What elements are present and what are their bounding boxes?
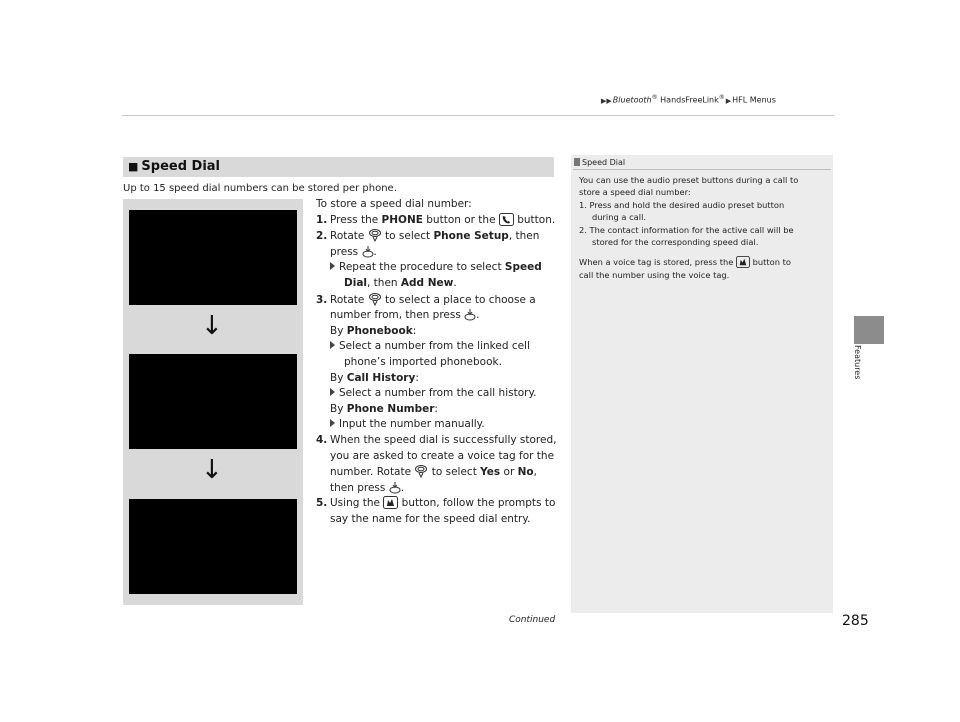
breadcrumb-hfl-menus: HFL Menus: [732, 95, 776, 105]
sidebar-body: You can use the audio preset buttons during a call to store a speed dial number: 1. Press and hold the desired audio preset button during a call. 2. The contact information for the active call will be stored for the corresponding speed dial. When a voice tag is stored, press the button to call the number using the voice tag.: [579, 175, 799, 280]
continued-label: Continued: [509, 615, 556, 625]
breadcrumb: [600, 94, 776, 105]
step-1: 1. Press the PHONE button or the button.: [316, 213, 556, 226]
enter-press-icon: [389, 481, 401, 494]
breadcrumb-arrow-icon: ▶▶: [601, 96, 612, 105]
enter-press-icon: [464, 308, 476, 321]
screen-image: [129, 499, 297, 594]
steps-intro: To store a speed dial number:: [316, 198, 472, 210]
screen-illustrations: [123, 199, 303, 605]
selector-knob-icon: [414, 464, 428, 478]
section-title: [128, 159, 220, 174]
sidebar-divider: [573, 169, 831, 170]
square-bullet-icon: ■: [128, 160, 139, 173]
down-arrow-icon: ↓: [201, 455, 223, 485]
step-4: 4. When the speed dial is successfully stored,: [316, 433, 557, 446]
screen-image: [129, 210, 297, 305]
talk-button-icon: [736, 256, 750, 268]
result-arrow-icon: [330, 388, 335, 396]
step-3: 3. Rotate to select a place to choose a: [316, 293, 536, 306]
phone-button-icon: [499, 213, 514, 226]
note-marker-icon: [574, 158, 580, 166]
talk-button-icon: [383, 496, 398, 509]
section-tab-label: Features: [853, 345, 862, 380]
registered-mark: ®: [718, 94, 725, 101]
selector-knob-icon: [368, 228, 382, 242]
breadcrumb-arrow-icon: ▶: [725, 96, 732, 105]
intro-text: Up to 15 speed dial numbers can be stored per phone.: [123, 183, 397, 194]
breadcrumb-bluetooth: Bluetooth: [612, 95, 652, 105]
steps: To store a speed dial number: 1. Press the PHONE button or the button. 2. Rotate to select Phone Setup, then press . Repeat the procedure to select Speed Dial, then Add New. 3. Rotate to select a place to choose a number from, then press . By Phonebook: Select a number from the linked cell phone’s imported phonebook. By Call History: Select a number from the call history. By Phone Number: Input the number manually. 4. When the speed dial is successfully stored, you are asked to create a voice tag for the number. Rotate to select Yes or No, then press . 5. Using the button, follow the prompts to say the name for the speed dial entry.: [316, 197, 561, 527]
result-arrow-icon: [330, 262, 335, 270]
screen-image: [129, 354, 297, 449]
header-divider: [122, 115, 834, 116]
result-arrow-icon: [330, 341, 335, 349]
result-arrow-icon: [330, 419, 335, 427]
page-number: 285: [842, 613, 869, 629]
enter-press-icon: [362, 245, 374, 258]
section-tab: [854, 316, 884, 344]
section-title-text: Speed Dial: [141, 159, 221, 174]
sidebar-title: Speed Dial: [574, 158, 625, 167]
step-2: 2. Rotate to select Phone Setup, then: [316, 230, 540, 243]
registered-mark: ®: [651, 94, 658, 101]
step-5: 5. Using the button, follow the prompts to: [316, 497, 556, 510]
down-arrow-icon: ↓: [201, 311, 223, 341]
selector-knob-icon: [368, 292, 382, 306]
breadcrumb-handsfreelink: HandsFreeLink: [657, 95, 719, 105]
